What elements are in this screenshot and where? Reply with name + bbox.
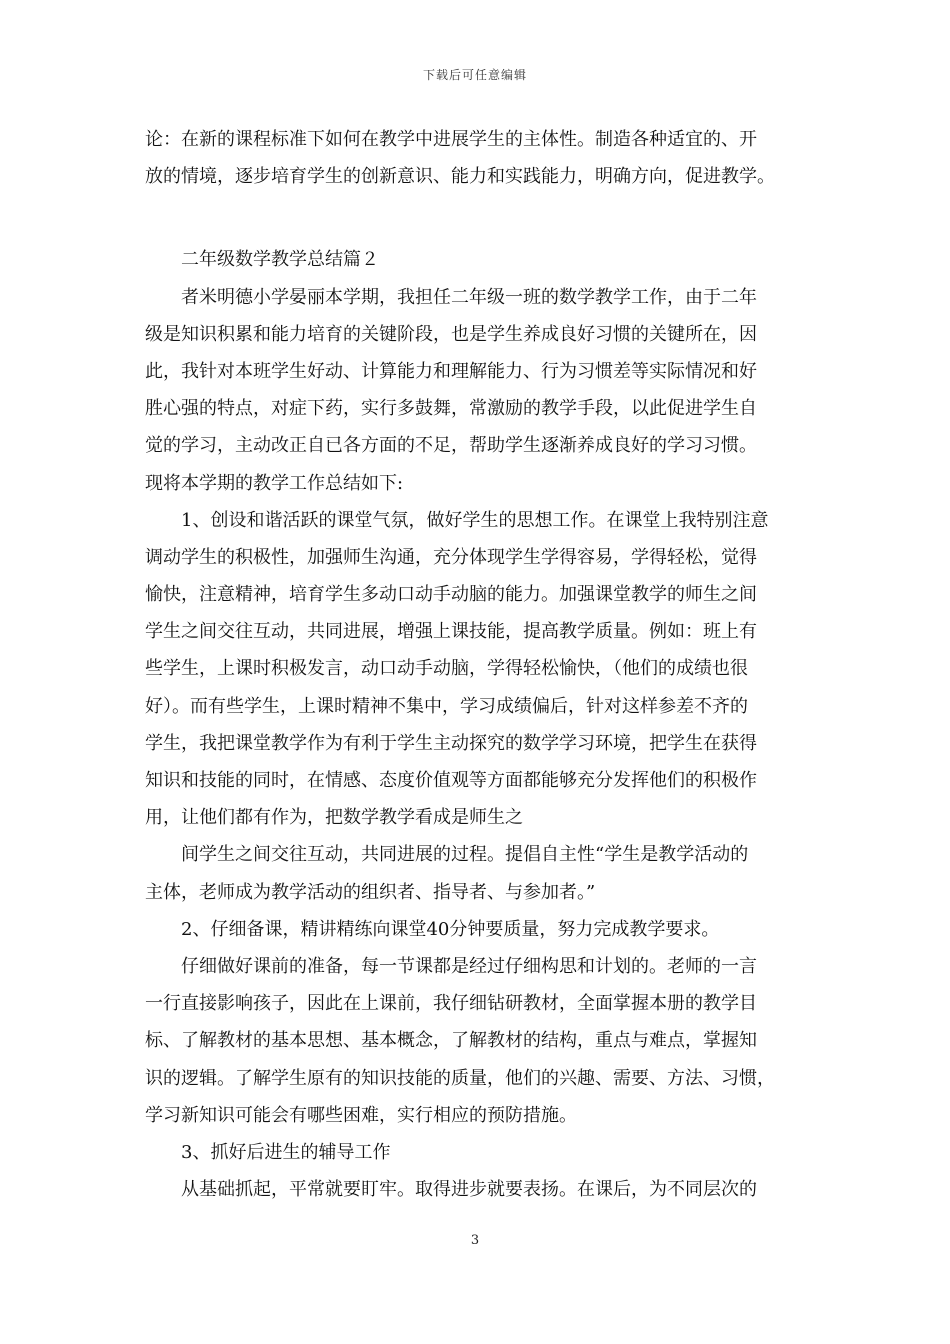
body-line: 用，让他们都有作为，把数学教学看成是师生之 [145,807,523,829]
body-line: 标、了解教材的基本思想、基本概念，了解教材的结构，重点与难点，掌握知 [145,1030,757,1052]
body-line: 论：在新的课程标准下如何在教学中进展学生的主体性。制造各种适宜的、开 [145,129,757,150]
section-title: 二年级数学教学总结篇２ [181,249,379,271]
paragraph-gap [145,195,825,241]
page-header-note: 下载后可任意编辑 [422,68,527,82]
body-line: 识的逻辑。了解学生原有的知识技能的质量，他们的兴趣、需要、方法、习惯， [145,1067,775,1089]
body-line: 胜心强的特点，对症下药，实行多鼓舞，常激励的教学手段，以此促进学生自 [145,398,757,420]
body-line: 主体，老师成为教学活动的组织者、指导者、与参加者。” [145,881,596,903]
body-line: 调动学生的积极性，加强师生沟通，充分体现学生学得容易，学得轻松，觉得 [145,546,757,568]
page-number: 3 [470,1233,480,1248]
body-line: 级是知识积累和能力培育的关键阶段，也是学生养成良好习惯的关键所在，因 [145,323,757,345]
body-line: 1、创设和谐活跃的课堂气氛，做好学生的思想工作。在课堂上我特别注意 [181,509,769,531]
body-line: 3、抓好后进生的辅导工作 [181,1141,391,1163]
body-line: 学习新知识可能会有哪些困难，实行相应的预防措施。 [145,1104,577,1126]
body-line: 从基础抓起，平常就要盯牢。取得进步就要表扬。在课后，为不同层次的 [181,1179,757,1201]
body-line: 愉快，注意精神，培育学生多动口动手动脑的能力。加强课堂教学的师生之间 [145,584,757,606]
body-line: 些学生，上课时积极发言，动口动手动脑，学得轻松愉快，（他们的成绩也很 [145,658,748,680]
body-line: 放的情境，逐步培育学生的创新意识、能力和实践能力，明确方向，促进教学。 [145,166,775,188]
body-line: 者米明德小学晏丽本学期，我担任二年级一班的数学教学工作，由于二年 [181,286,757,308]
body-line: 此，我针对本班学生好动、计算能力和理解能力、行为习惯差等实际情况和好 [145,360,757,382]
body-line: 一行直接影响孩子，因此在上课前，我仔细钻研教材，全面掌握本册的教学目 [145,993,757,1015]
body-line: 学生之间交往互动，共同进展，增强上课技能，提高教学质量。例如：班上有 [145,621,757,643]
document-body [145,121,825,1208]
body-line: 学生，我把课堂教学作为有利于学生主动探究的数学学习环境，把学生在获得 [145,732,757,754]
body-line: 知识和技能的同时，在情感、态度价值观等方面都能够充分发挥他们的积极作 [145,770,757,791]
body-line: 间学生之间交往互动，共同进展的过程。提倡自主性“学生是教学活动的 [181,844,749,866]
body-line: 2、仔细备课，精讲精练向课堂40分钟要质量，努力完成教学要求。 [181,918,720,940]
body-line: 仔细做好课前的准备，每一节课都是经过仔细构思和计划的。老师的一言 [181,955,757,977]
body-line: 觉的学习，主动改正自已各方面的不足，帮助学生逐渐养成良好的学习习惯。 [145,435,757,457]
body-line: 好）。而有些学生，上课时精神不集中，学习成绩偏后，针对这样参差不齐的 [145,695,748,717]
body-line: 现将本学期的教学工作总结如下: [145,472,404,494]
